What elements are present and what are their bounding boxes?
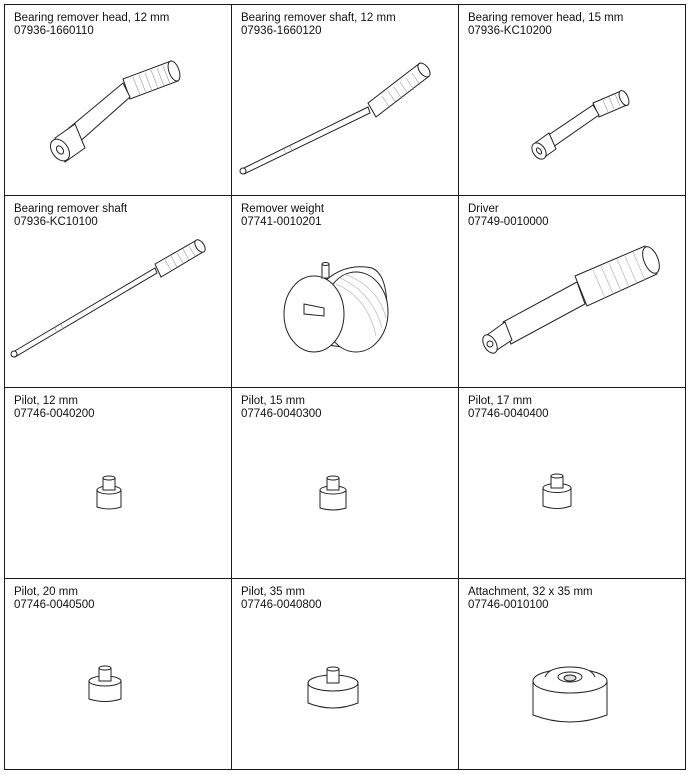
- tool-cell-1: [5, 5, 232, 196]
- tool-cell-6: [459, 196, 686, 387]
- special-tools-sheet: [4, 4, 686, 770]
- pilot-icon: [5, 615, 232, 767]
- tool-cell-3: [459, 5, 686, 196]
- pilot-icon: [5, 424, 232, 576]
- tool-cell-12: [459, 578, 686, 769]
- tool-name: Driver: [468, 203, 499, 216]
- tool-cell-5: [232, 196, 459, 387]
- tool-cell-4: [5, 196, 232, 387]
- tool-cell-11: [232, 578, 459, 769]
- tool-part-number: 07746-0040400: [468, 407, 549, 420]
- tool-part-number: 07746-0040500: [14, 598, 95, 611]
- tool-name: Pilot, 35 mm: [241, 585, 305, 598]
- tool-part-number: 07741-0010201: [241, 216, 322, 229]
- tool-part-number: 07936-KC10200: [468, 25, 552, 37]
- tool-part-number: 07936-KC10100: [14, 216, 98, 229]
- tool-part-number: 07746-0010100: [468, 598, 549, 611]
- tool-name: Remover weight: [241, 203, 325, 216]
- tool-name: Bearing remover shaft, 12 mm: [241, 12, 396, 24]
- driver-icon: [459, 232, 686, 384]
- tools-table: [4, 4, 686, 770]
- tool-cell-2: [232, 5, 459, 196]
- tool-name: Pilot, 12 mm: [14, 394, 78, 407]
- attachment-icon: [459, 615, 686, 767]
- bearing-remover-shaft-icon: [232, 41, 459, 193]
- tool-part-number: 07749-0010000: [468, 216, 549, 229]
- tool-cell-9: [459, 387, 686, 578]
- tool-name: Bearing remover shaft: [14, 203, 128, 216]
- tool-part-number: 07746-0040800: [241, 598, 322, 611]
- tool-part-number: 07746-0040300: [241, 407, 322, 420]
- tool-name: Pilot, 17 mm: [468, 394, 532, 407]
- tool-cell-8: [232, 387, 459, 578]
- tool-part-number: 07936-1660120: [241, 25, 322, 37]
- remover-weight-icon: [232, 232, 459, 384]
- tool-part-number: 07936-1660110: [14, 25, 94, 37]
- bearing-remover-head-icon: [5, 41, 232, 193]
- tool-name: Pilot, 20 mm: [14, 585, 78, 598]
- tool-part-number: 07746-0040200: [14, 407, 95, 420]
- pilot-icon: [232, 424, 459, 576]
- tool-name: Bearing remover head, 12 mm: [14, 12, 170, 24]
- tool-name: Bearing remover head, 15 mm: [468, 12, 624, 24]
- pilot-icon: [232, 615, 459, 767]
- bearing-remover-shaft-icon: [5, 232, 232, 384]
- tool-cell-7: [5, 387, 232, 578]
- tool-cell-10: [5, 578, 232, 769]
- pilot-icon: [459, 424, 686, 576]
- bearing-remover-head-icon: [459, 41, 686, 193]
- tool-name: Attachment, 32 x 35 mm: [468, 585, 593, 598]
- tool-name: Pilot, 15 mm: [241, 394, 305, 407]
